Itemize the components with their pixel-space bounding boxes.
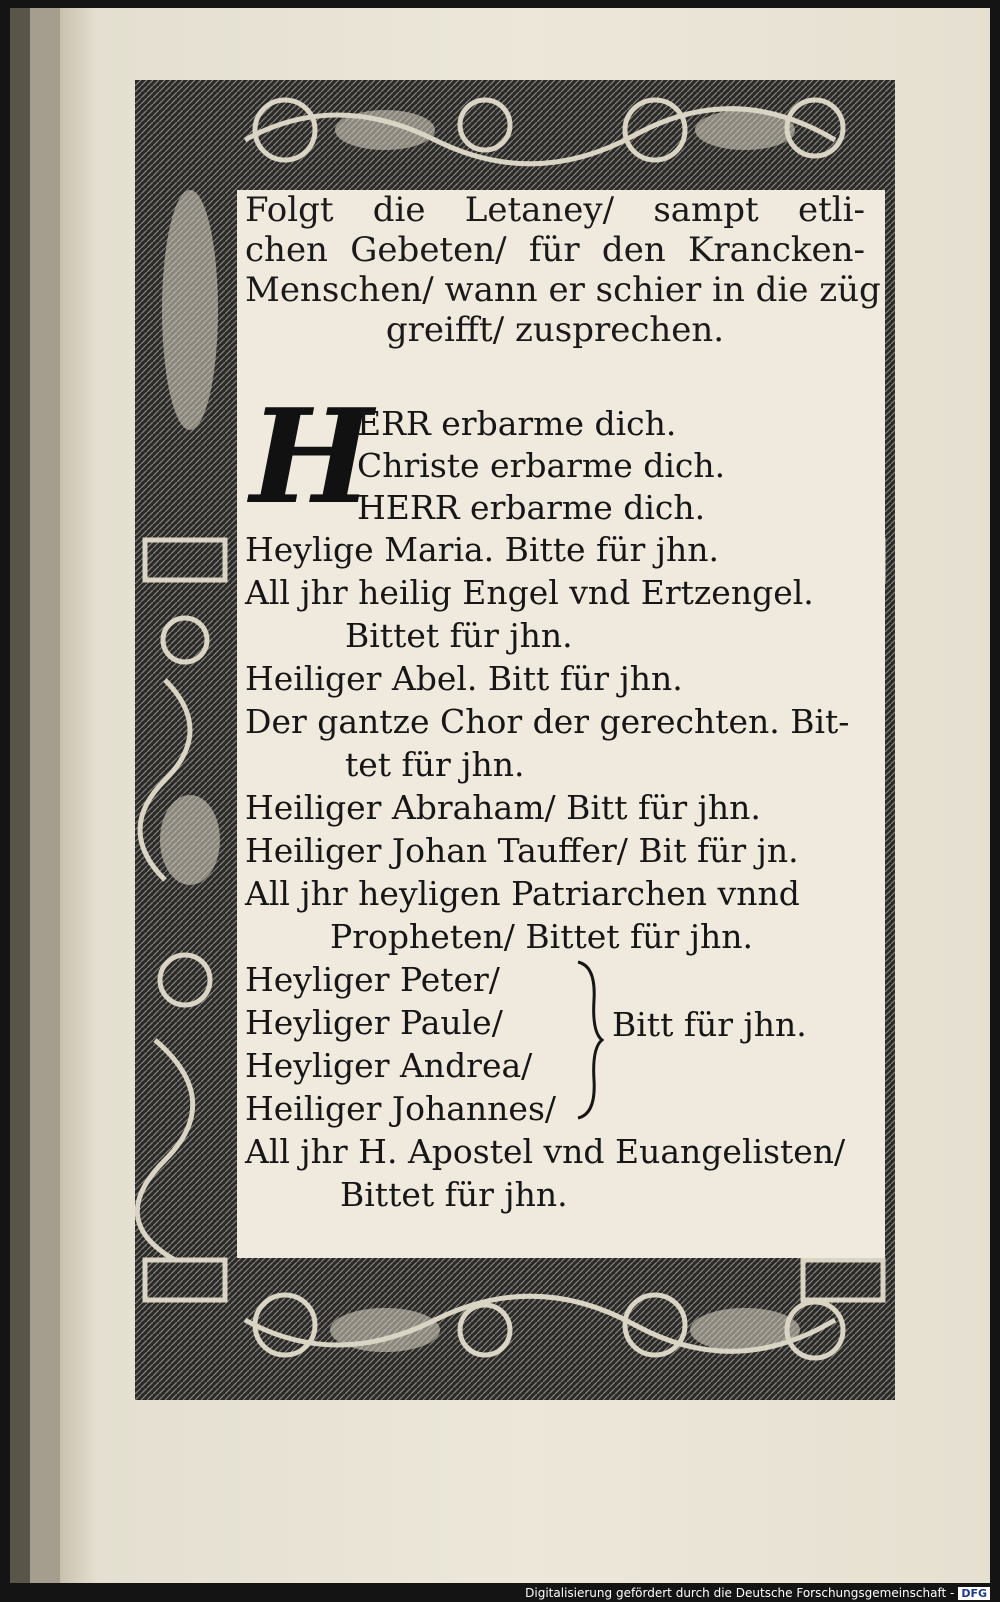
litany-line: tet für jhn. — [345, 745, 525, 784]
litany-line: Heiliger Abel. Bitt für jhn. — [245, 659, 683, 698]
footer-text: Digitalisierung gefördert durch die Deutsche Forschungsgemeinschaft - — [525, 1586, 955, 1600]
dfg-logo: DFG — [958, 1587, 990, 1600]
litany-line: Christe erbarme dich. — [357, 446, 726, 485]
heading-line: chen Gebeten/ für den Krancken- — [245, 230, 865, 270]
litany-line: Heylige Maria. Bitte für jhn. — [245, 530, 719, 569]
litany-line: Heiliger Johan Tauffer/ Bit für jn. — [245, 831, 799, 870]
closing-line: All jhr H. Apostel vnd Euangelisten/ — [245, 1132, 846, 1171]
apostle-line: Heyliger Andrea/ — [245, 1046, 533, 1085]
litany-line: Heiliger Abraham/ Bitt für jhn. — [245, 788, 761, 827]
litany-line: All jhr heilig Engel vnd Ertzengel. — [245, 573, 814, 612]
litany-line: All jhr heyligen Patriarchen vnnd — [245, 874, 800, 913]
apostle-response: Bitt für jhn. — [612, 1005, 807, 1044]
litany-line: Propheten/ Bittet für jhn. — [330, 917, 753, 956]
apostle-line: Heiliger Johannes/ — [245, 1089, 557, 1128]
litany-line: ERR erbarme dich. — [357, 404, 677, 443]
apostle-line: Heyliger Peter/ — [245, 960, 500, 999]
heading-line: Folgt die Letaney/ sampt etli- — [245, 190, 865, 230]
litany-line: HERR erbarme dich. — [357, 488, 706, 527]
litany-line: Der gantze Chor der gerechten. Bit- — [245, 702, 850, 741]
digitization-footer — [525, 1586, 990, 1600]
heading-line: Menschen/ wann er schier in die züg — [245, 270, 881, 310]
curly-brace — [574, 960, 604, 1120]
decorated-initial: H — [250, 380, 373, 533]
apostle-line: Heyliger Paule/ — [245, 1003, 503, 1042]
closing-line: Bittet für jhn. — [340, 1175, 568, 1214]
prayer-heading — [245, 190, 881, 350]
heading-line: greifft/ zusprechen. — [385, 310, 725, 350]
litany-line: Bittet für jhn. — [345, 616, 573, 655]
